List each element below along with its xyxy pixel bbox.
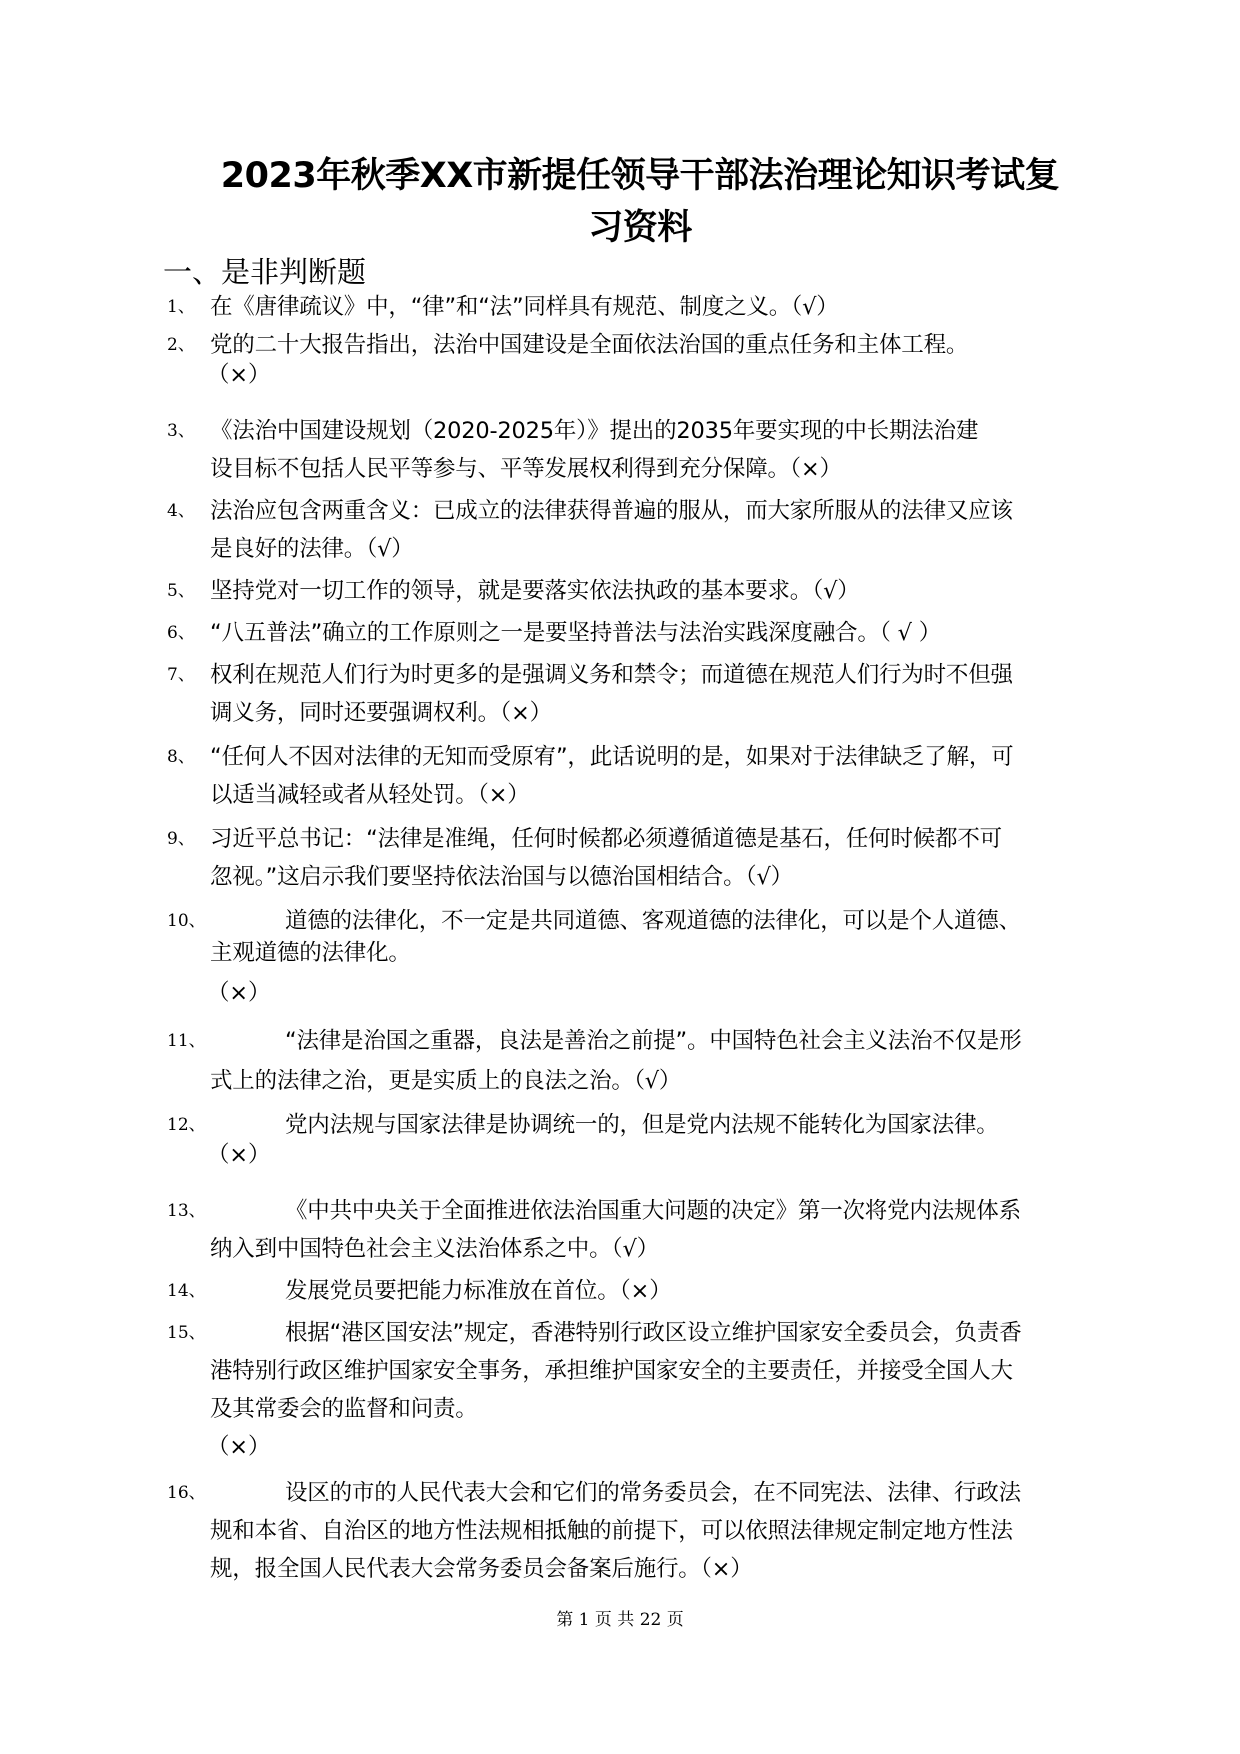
question-number: 6、 — [167, 623, 195, 643]
question-text: 发展党员要把能力标准放在首位。（×） — [285, 1278, 672, 1304]
title-line-2: 习资料 — [588, 208, 692, 248]
section-heading: 一、是非判断题 — [163, 255, 367, 289]
question-text: 《中共中央关于全面推进依法治国重大问题的决定》第一次将党内法规体系 — [285, 1198, 1021, 1224]
question-number: 15、 — [167, 1323, 206, 1343]
question-text: 是良好的法律。（√） — [210, 536, 414, 562]
question-text: 在《唐律疏议》中，“律”和“法”同样具有规范、制度之义。（√） — [210, 294, 839, 320]
question-number: 8、 — [167, 747, 195, 767]
question-text: “八五普法”确立的工作原则之一是要坚持普法与法治实践深度融合。（ √ ） — [210, 620, 942, 646]
question-text: 根据“港区国安法”规定，香港特别行政区设立维护国家安全委员会，负责香 — [285, 1320, 1022, 1346]
question-text: “法律是治国之重器，良法是善治之前提”。中国特色社会主义法治不仅是形 — [285, 1028, 1022, 1054]
question-text: 忽视。”这启示我们要坚持依法治国与以德治国相结合。（√） — [210, 864, 793, 890]
question-text: 设目标不包括人民平等参与、平等发展权利得到充分保障。（×） — [210, 456, 842, 482]
question-number: 7、 — [167, 665, 195, 685]
question-text: 主观道德的法律化。 — [210, 940, 411, 966]
question-text: 《法治中国建设规划（2020-2025年）》提出的2035年要实现的中长期法治建 — [210, 418, 979, 444]
question-answer: （×） — [207, 1434, 271, 1460]
question-number: 12、 — [167, 1115, 206, 1135]
question-text: 式上的法律之治，更是实质上的良法之治。（√） — [210, 1068, 682, 1094]
question-number: 2、 — [167, 335, 195, 355]
question-number: 4、 — [167, 501, 195, 521]
question-text: 规，报全国人民代表大会常务委员会备案后施行。（×） — [210, 1556, 753, 1582]
question-text: 港特别行政区维护国家安全事务，承担维护国家安全的主要责任，并接受全国人大 — [210, 1358, 1013, 1384]
question-number: 13、 — [167, 1201, 206, 1221]
question-text: 设区的市的人民代表大会和它们的常务委员会，在不同宪法、法律、行政法 — [285, 1480, 1021, 1506]
question-number: 14、 — [167, 1281, 206, 1301]
question-text: 习近平总书记：“法律是准绳，任何时候都必须遵循道德是基石，任何时候都不可 — [210, 826, 1002, 852]
question-answer: （×） — [207, 980, 271, 1006]
question-text: 道德的法律化，不一定是共同道德、客观道德的法律化，可以是个人道德、 — [285, 908, 1021, 934]
question-text: 规和本省、自治区的地方性法规相抵触的前提下，可以依照法律规定制定地方性法 — [210, 1518, 1013, 1544]
question-text: 权利在规范人们行为时更多的是强调义务和禁令；而道德在规范人们行为时不但强 — [210, 662, 1013, 688]
question-text: 纳入到中国特色社会主义法治体系之中。（√） — [210, 1236, 659, 1262]
question-text: 党的二十大报告指出，法治中国建设是全面依法治国的重点任务和主体工程。 — [210, 332, 969, 358]
question-text: 法治应包含两重含义：已成立的法律获得普遍的服从，而大家所服从的法律又应该 — [210, 498, 1013, 524]
question-text: 党内法规与国家法律是协调统一的，但是党内法规不能转化为国家法律。 — [285, 1112, 999, 1138]
title-line-1: 2023年秋季XX市新提任领导干部法治理论知识考试复 — [220, 156, 1060, 196]
question-number: 1、 — [167, 297, 195, 317]
question-text: 以适当减轻或者从轻处罚。（×） — [210, 782, 530, 808]
page-footer: 第 1 页 共 22 页 — [556, 1610, 684, 1630]
question-text: 调义务，同时还要强调权利。（×） — [210, 700, 552, 726]
question-answer: （×） — [207, 1142, 271, 1168]
question-number: 5、 — [167, 581, 195, 601]
question-number: 10、 — [167, 911, 206, 931]
question-number: 3、 — [167, 421, 195, 441]
question-text: 及其常委会的监督和问责。 — [210, 1396, 478, 1422]
question-text: 坚持党对一切工作的领导，就是要落实依法执政的基本要求。（√） — [210, 578, 860, 604]
question-text: “任何人不因对法律的无知而受原宥”，此话说明的是，如果对于法律缺乏了解，可 — [210, 744, 1014, 770]
question-answer: （×） — [207, 362, 271, 388]
question-number: 16、 — [167, 1483, 206, 1503]
question-number: 11、 — [167, 1031, 206, 1051]
document-title — [160, 150, 1120, 254]
question-number: 9、 — [167, 829, 195, 849]
